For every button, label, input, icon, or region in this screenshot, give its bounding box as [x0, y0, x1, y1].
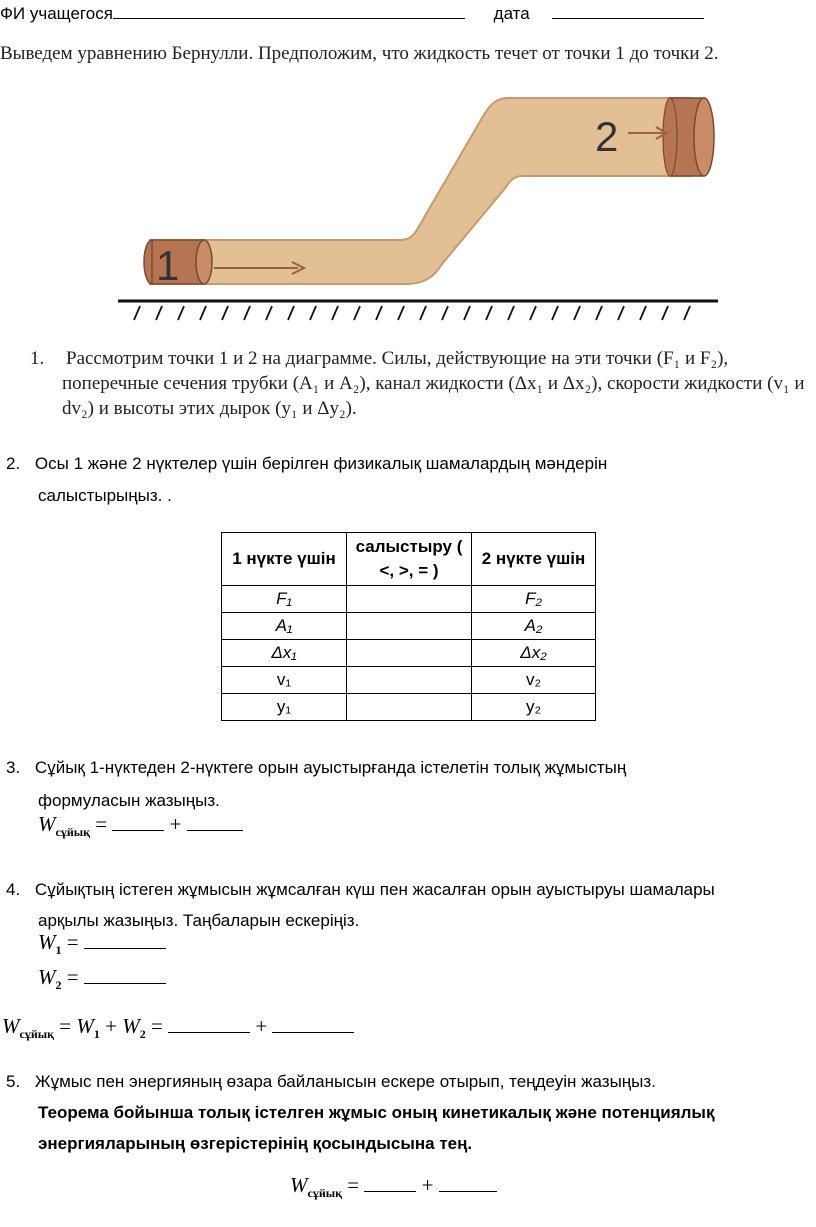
question-4-number: 4. [6, 880, 21, 899]
table-cell: y₁ [222, 694, 347, 721]
question-2-line2: салыстырыңыз. . [38, 486, 172, 505]
pipe-diagram [110, 88, 730, 328]
date-label: дата [493, 4, 530, 23]
question-5-bold1: Теорема бойынша толық істелген жұмыс оның кинетикалық және потенциялық [38, 1103, 715, 1122]
question-5 [6, 1066, 714, 1159]
answer-blank[interactable] [364, 1177, 416, 1192]
table-row [222, 667, 596, 694]
table-cell: A₁ [222, 613, 347, 640]
question-2-line1: Осы 1 және 2 нүктелер үшін берілген физикалық шамалардың мәндерін [34, 454, 608, 473]
comparison-input[interactable] [347, 613, 472, 640]
table-header-row [222, 533, 596, 586]
point-2-label: 2 [595, 113, 619, 160]
name-label: ФИ учащегося [0, 4, 113, 23]
answer-blank[interactable] [112, 816, 164, 831]
name-field[interactable] [113, 4, 465, 19]
table-header: 1 нүкте үшін [222, 533, 347, 586]
question-2-number: 2. [6, 454, 21, 473]
table-cell: v₂ [472, 667, 596, 694]
table-cell: Δx₁ [222, 640, 347, 667]
question-1-number: 1. [30, 348, 45, 369]
question-5-line1: Жұмыс пен энергияның өзара байланысын ескере отырып, теңдеуін жазыңыз. [34, 1072, 656, 1091]
question-2 [6, 448, 607, 512]
table-cell: F₂ [472, 586, 596, 613]
table-row [222, 694, 596, 721]
question-4-line1: Сұйықтың істеген жұмысын жұмсалған күш пен жасалған орын ауыстыруы шамалары [34, 880, 715, 899]
table-cell: A₂ [472, 613, 596, 640]
question-1-text: Рассмотрим точки 1 и 2 на диаграмме. Силы, действующие на эти точки (F₁ и F₂), поперечные сечения трубки (A₁ и A₂), канал жидкости (Δx₁ и Δx₂), скорости жидкости (v₁ и dv₂) и высоты этих дырок (y₁ и Δy₂). [62, 348, 805, 419]
question-3-line1: Сұйық 1-нүктеден 2-нүктеге орын ауыстырғанда істелетін толық жұмыстың [34, 758, 627, 777]
question-1 [30, 346, 805, 421]
formula-w1: $W_1$ = [38, 930, 166, 958]
ground-hatching [134, 306, 690, 320]
formula-q3: $W_{сұйық}$ = + [38, 812, 243, 840]
date-field[interactable] [552, 4, 704, 19]
intro-text: Выведем уравнению Бернулли. Предположим, что жидкость течет от точки 1 до точки 2. [0, 43, 719, 64]
table-cell: v₁ [222, 667, 347, 694]
table-row [222, 640, 596, 667]
pipe-end-2 [694, 98, 714, 176]
answer-blank[interactable] [84, 934, 166, 949]
table-row [222, 613, 596, 640]
answer-blank[interactable] [84, 969, 166, 984]
comparison-table [221, 532, 596, 721]
comparison-input[interactable] [347, 586, 472, 613]
table-cell: y₂ [472, 694, 596, 721]
answer-blank[interactable] [168, 1018, 250, 1033]
answer-blank[interactable] [187, 816, 243, 831]
comparison-input[interactable] [347, 694, 472, 721]
formula-q5: $W_{сұйық}$ = + [290, 1173, 497, 1201]
question-3-line2: формуласын жазыңыз. [38, 791, 220, 810]
question-3 [6, 751, 626, 817]
table-cell: F₁ [222, 586, 347, 613]
table-header: 2 нүкте үшін [472, 533, 596, 586]
question-5-number: 5. [6, 1072, 21, 1091]
answer-blank[interactable] [272, 1018, 354, 1033]
comparison-input[interactable] [347, 640, 472, 667]
question-5-bold2: энергияларының өзгерістерінің қосындысына тең. [38, 1134, 473, 1153]
question-4-line2: арқылы жазыңыз. Таңбаларын ескеріңіз. [38, 911, 360, 930]
question-4 [6, 874, 715, 936]
question-3-number: 3. [6, 758, 21, 777]
table-header: салыстыру ( <, >, = ) [347, 533, 472, 586]
formula-total: $W_{сұйық} = W_1 + W_2$ = + [2, 1014, 354, 1042]
header [0, 4, 704, 24]
formula-w2: $W_2$ = [38, 965, 166, 993]
comparison-input[interactable] [347, 667, 472, 694]
answer-blank[interactable] [439, 1177, 497, 1192]
point-1-label: 1 [156, 242, 180, 289]
table-row [222, 586, 596, 613]
table-cell: Δx₂ [472, 640, 596, 667]
